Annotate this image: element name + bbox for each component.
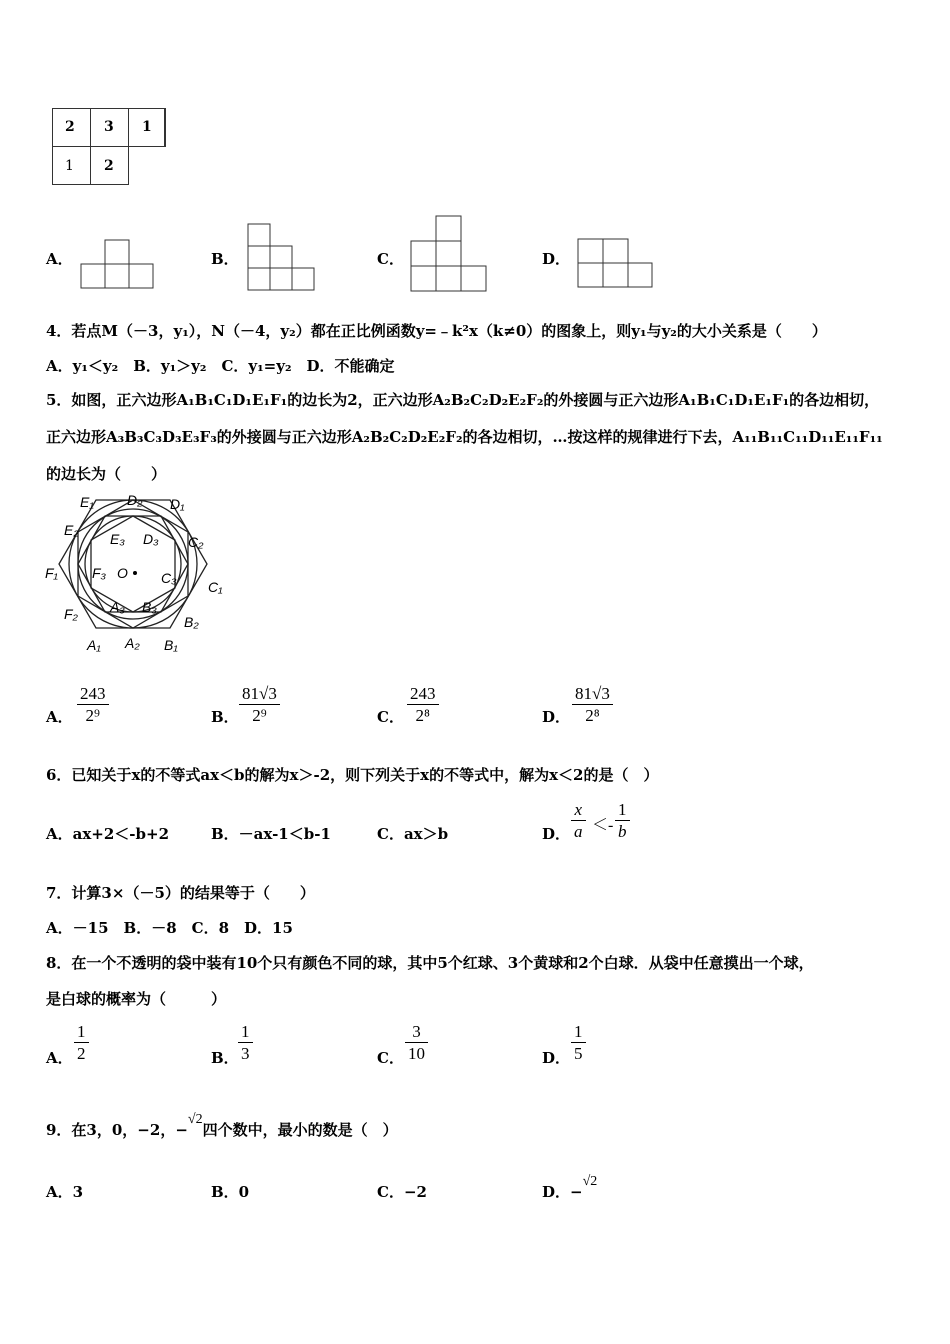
denominator: 2⁹ bbox=[85, 706, 100, 725]
q8-option-c-fraction bbox=[405, 1022, 428, 1065]
q3-option-c-label[interactable]: C． bbox=[377, 250, 404, 268]
grid-number: 2 bbox=[104, 158, 114, 174]
q8-question-line1: 8．在一个不透明的袋中装有10个只有颜色不同的球，其中5个红球、3个黄球和2个白球．从袋中任意摸出一个球， bbox=[46, 954, 814, 972]
q5-question-line1: 5．如图，正六边形A₁B₁C₁D₁E₁F₁的边长为2，正六边形A₂B₂C₂D₂E₂F₂的外接圆与正六边形A₁B₁C₁D₁E₁F₁的各边相切， bbox=[46, 391, 880, 409]
q8-option-d-fraction bbox=[571, 1022, 586, 1065]
q3-option-a-label[interactable]: A． bbox=[46, 250, 73, 268]
q4-question: 4．若点M（－3，y₁），N（－4，y₂）都在正比例函数y=﹣k²x（k≠0）的图象上，则y₁与y₂的大小关系是（ ） bbox=[46, 322, 827, 340]
label-f1: F₁ bbox=[45, 565, 58, 581]
q8-option-a-fraction bbox=[74, 1022, 89, 1065]
label-e3: E₃ bbox=[110, 531, 125, 547]
q6-option-c[interactable]: C．ax＞b bbox=[377, 825, 449, 843]
q6-option-b[interactable]: B．－ax-1＜b-1 bbox=[211, 825, 331, 843]
q8-option-c-label[interactable]: C． bbox=[377, 1049, 404, 1067]
numerator: 1 bbox=[571, 1022, 586, 1043]
q3-option-b-label[interactable]: B． bbox=[211, 250, 239, 268]
q9-sqrt2: √2 bbox=[187, 1112, 203, 1127]
q9-question-start: 9．在3，0，−2，− bbox=[46, 1121, 188, 1139]
q9-option-a[interactable]: A．3 bbox=[46, 1183, 84, 1201]
numerator: 243 bbox=[407, 684, 439, 705]
q9-option-c[interactable]: C．−2 bbox=[377, 1183, 427, 1201]
q9-option-d-label: D．− bbox=[542, 1183, 583, 1201]
q8-question-line2: 是白球的概率为（ ） bbox=[46, 990, 227, 1008]
q5-option-a-fraction bbox=[77, 684, 109, 727]
q5-hexagon-figure bbox=[44, 490, 230, 656]
label-c3: C₃ bbox=[161, 570, 177, 586]
numerator: 1 bbox=[238, 1022, 253, 1043]
q5-question-line2: 正六边形A₃B₃C₃D₃E₃F₃的外接圆与正六边形A₂B₂C₂D₂E₂F₂的各边相切，…按这样的规律进行下去，A₁₁B₁₁C₁₁D₁₁E₁₁F₁₁ bbox=[46, 428, 883, 446]
label-e2: E₂ bbox=[64, 522, 79, 538]
label-a2: A₂ bbox=[125, 635, 140, 651]
label-d3: D₃ bbox=[143, 531, 159, 547]
q3-option-d-label[interactable]: D． bbox=[542, 250, 571, 268]
q9-option-d-sqrt2: √2 bbox=[582, 1174, 598, 1189]
denominator: 2⁸ bbox=[585, 706, 600, 725]
numerator: 81√3 bbox=[239, 684, 280, 705]
q5-option-c-fraction bbox=[407, 684, 439, 727]
label-a1: A₁ bbox=[87, 637, 101, 653]
grid-number: 1 bbox=[65, 158, 74, 174]
label-f3: F₃ bbox=[92, 565, 107, 581]
denominator: 5 bbox=[574, 1044, 583, 1063]
label-f2: F₂ bbox=[64, 606, 78, 622]
q5-option-c-label[interactable]: C． bbox=[377, 708, 404, 726]
grid-number: 2 bbox=[65, 119, 75, 135]
label-b1: B₁ bbox=[164, 637, 178, 653]
numerator: x bbox=[571, 800, 586, 821]
label-e1: E₁ bbox=[80, 494, 94, 510]
q3-option-c-figure bbox=[408, 214, 492, 294]
denominator: 10 bbox=[408, 1044, 425, 1063]
q6-option-d-operator: ＜- bbox=[592, 817, 614, 834]
q6-option-a[interactable]: A．ax+2＜-b+2 bbox=[46, 825, 170, 843]
q8-option-a-label[interactable]: A． bbox=[46, 1049, 73, 1067]
q9-option-d[interactable] bbox=[542, 1174, 598, 1202]
numerator: 3 bbox=[405, 1022, 428, 1043]
label-d2: D₂ bbox=[127, 492, 143, 508]
q6-option-d-fraction-x-a bbox=[571, 800, 586, 843]
q8-option-d-label[interactable]: D． bbox=[542, 1049, 571, 1067]
q7-options[interactable]: A．－15 B．－8 C．8 D．15 bbox=[46, 919, 293, 937]
q9-option-b[interactable]: B．0 bbox=[211, 1183, 250, 1201]
denominator: a bbox=[574, 822, 583, 841]
denominator: 3 bbox=[241, 1044, 250, 1063]
q7-question: 7．计算3×（－5）的结果等于（ ） bbox=[46, 884, 315, 902]
label-d1: D₁ bbox=[170, 496, 185, 512]
numerator: 1 bbox=[615, 800, 630, 821]
q3-option-a-figure bbox=[80, 238, 158, 292]
q9-question bbox=[46, 1112, 398, 1140]
q4-options[interactable]: A．y₁＜y₂ B．y₁＞y₂ C．y₁=y₂ D．不能确定 bbox=[46, 357, 395, 375]
q9-question-end: 四个数中，最小的数是（ ） bbox=[202, 1121, 398, 1139]
numerator: 243 bbox=[77, 684, 109, 705]
q8-option-b-fraction bbox=[238, 1022, 253, 1065]
q3-option-b-figure bbox=[246, 222, 320, 294]
label-c1: C₁ bbox=[208, 579, 223, 595]
label-b2: B₂ bbox=[184, 614, 199, 630]
q5-option-b-fraction bbox=[239, 684, 280, 727]
q8-option-b-label[interactable]: B． bbox=[211, 1049, 239, 1067]
q5-option-a-label[interactable]: A． bbox=[46, 708, 73, 726]
label-a3: A₃ bbox=[110, 599, 125, 615]
numerator: 1 bbox=[74, 1022, 89, 1043]
q5-option-d-fraction bbox=[572, 684, 613, 727]
grid-number: 1 bbox=[142, 119, 152, 135]
denominator: 2 bbox=[77, 1044, 86, 1063]
label-b3: B₃ bbox=[142, 599, 157, 615]
q6-option-d-fraction-1-b bbox=[615, 800, 630, 843]
q5-option-d-label[interactable]: D． bbox=[542, 708, 571, 726]
q5-option-b-label[interactable]: B． bbox=[211, 708, 239, 726]
denominator: 2⁸ bbox=[415, 706, 430, 725]
q3-option-d-figure bbox=[575, 236, 655, 290]
denominator: b bbox=[618, 822, 627, 841]
label-o: O bbox=[117, 565, 128, 581]
denominator: 2⁹ bbox=[252, 706, 267, 725]
numerator: 81√3 bbox=[572, 684, 613, 705]
grid-number: 3 bbox=[104, 119, 114, 135]
q6-question: 6．已知关于x的不等式ax＜b的解为x＞-2，则下列关于x的不等式中，解为x＜2的是（ ） bbox=[46, 766, 659, 784]
q6-option-d-label[interactable]: D． bbox=[542, 825, 571, 843]
q5-question-line3: 的边长为（ ） bbox=[46, 465, 167, 483]
label-c2: C₂ bbox=[188, 534, 204, 550]
